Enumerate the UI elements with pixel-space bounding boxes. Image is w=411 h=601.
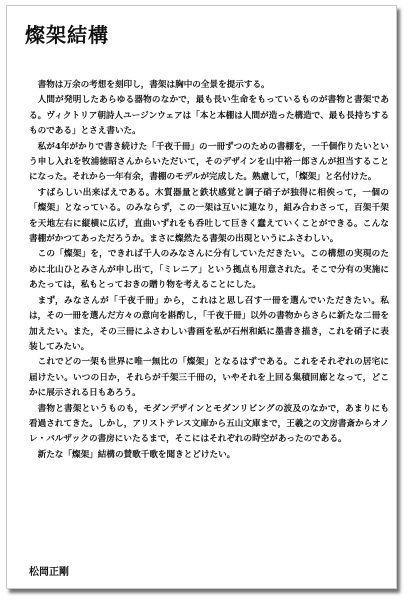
paragraph-5: この「燦架」を，できれば千人のみなさんに分有していただきたい。この構想の実現のために北山ひとみさんが申し出て，「ミレニア」という拠点も用意された。そこで分有の実施にあたっては，私もとっておきの贈り物を考えることにした。	[29, 249, 389, 291]
paragraph-2: 人間が発明したあらゆる器物のなかで，最も長い生命をもっているものが書物と書架である。ヴィクトリア朝詩人ユージンウェアは「本と本棚は人間が造った構造で、最も長持ちするものである」とさえ書いた。	[29, 95, 389, 137]
document-page	[6, 5, 397, 589]
paragraph-3: 私が4年がかりで書き続けた「千夜千冊」の一冊ずつのための書棚を，一千個作りたいという申し入れを牧浦徳昭さんからいただいて，そのデザインを山中裕一郎さんが担当することになった。それから一年有余，書棚のモデルが完成した。熟慮して，「燦架」と名付けた。	[29, 141, 389, 183]
paragraph-6: まず，みなさんが「千夜千冊」から，これはと思し召す一冊を選んでいただきたい。私は，その一冊を選んだ方々の意向を斟酌し，「千夜千冊」以外の書物からさらに新たな二冊を加えたい。また，その三冊にふさわしい書画を私が石州和紙に墨書き描き，これを硝子に表装してみたい。	[29, 295, 389, 352]
paragraph-4: すばらしい出来ばえである。木質器量と鉄状感覚と調子硝子が独得に相俟って，一個の「燦架」となっている。のみならず，この一架は互いに連なり，組み合わさって，百架千架を天地左右に縦横に広げ，直曲いずれをも呑吐して巨きく蠢えていくことができる。こんな書棚がかつてあっただろうか。まさに燦然たる書架の出現というにふさわしい。	[29, 187, 389, 245]
page-title: 燦架結構	[25, 23, 109, 47]
paragraph-7: これでどの一架も世界に唯一無比の「燦架」となるはずである。これをそれぞれの居宅に届けたい。いつの日か，それらが千架三千冊の，いやそれを上回る集積回廊となって，どこかに展示される日もあろう。	[29, 357, 389, 399]
author-signature: 松岡正剛	[29, 567, 69, 578]
body-text	[29, 78, 389, 463]
paragraph-1: 書物は万余の考想を刻印し，書架は胸中の全景を提示する。	[37, 80, 270, 90]
paragraph-9: 新たな「燦架」結構の賛歌千歌を聞きとどけたい。	[37, 449, 236, 460]
paragraph-8: 書物と書架というものも，モダンデザインとモダンリビングの波及のなかで，あまりにも看過されてきた。しかし，アリストテレス文庫から五山文庫まで，王羲之の文房書斎からオノレ・バルザックの書房にいたるまで，そこにはそれぞれの時空があったのである。	[29, 403, 389, 445]
